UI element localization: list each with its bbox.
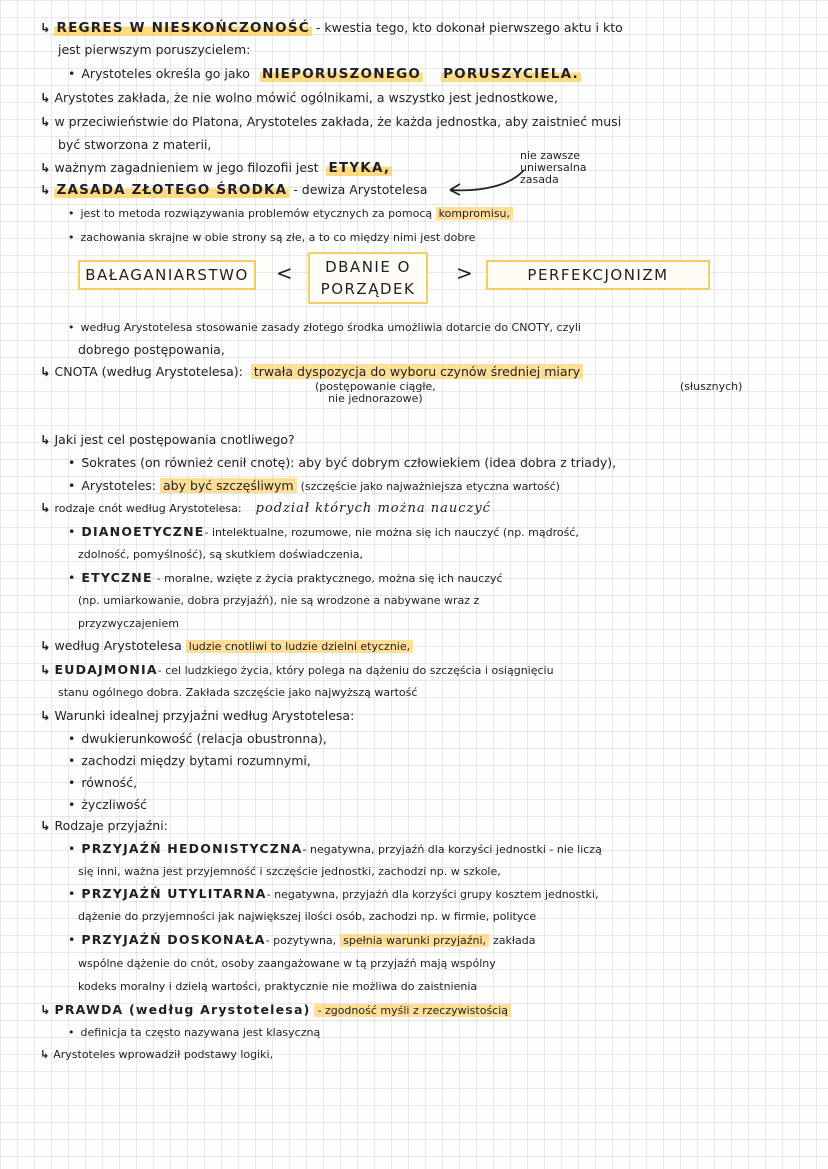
line-5 [40, 114, 621, 130]
arrow-bullet-icon: ↳ [40, 114, 51, 129]
line-21 [78, 547, 363, 563]
heading-zlotego-srodka: ZASADA ZŁOTEGO ŚRODKA [56, 182, 288, 198]
highlight-szczesliwym: aby być szczęśliwym [160, 478, 297, 493]
less-than-sign: < [276, 261, 293, 285]
side-note-universal: nie zawsze uniwersalna zasada [520, 149, 587, 186]
text: zdolność, pomyślność), są skutkiem doświadczenia, [78, 548, 364, 561]
line-28 [40, 708, 354, 724]
text: - pozytywna, [265, 934, 337, 947]
term-eudajmonia: EUDAJMONIA [54, 662, 158, 677]
dot-bullet-icon: • [68, 524, 76, 539]
line-22 [68, 570, 503, 587]
arrow-bullet-icon: ↳ [40, 662, 51, 677]
line-12 [78, 342, 225, 358]
line-31 [68, 775, 137, 791]
line-regres [40, 20, 623, 36]
line-19 [40, 500, 491, 517]
text: zachowania skrajne w obie strony są złe, a to co między nimi jest dobre [80, 231, 476, 244]
box-dbanie-o-porzadek: DBANIE O PORZĄDEK [308, 252, 428, 304]
handwritten-podzial: podział których można nauczyć [255, 501, 491, 516]
line-6 [58, 137, 211, 153]
text: - intelektualne, rozumowe, nie można się ich nauczyć (np. mądrość, [204, 526, 579, 539]
dot-bullet-icon: • [68, 231, 75, 244]
heading-cnota: CNOTA (według Arystotelesa): [54, 364, 243, 379]
text: dwukierunkowość (relacja obustronna), [81, 731, 327, 746]
line-10 [68, 230, 475, 246]
text: rodzaje cnót według Arystotelesa: [54, 502, 242, 515]
text: wspólne dążenie do cnót, osoby zaangażowane w tą przyjaźń mają wspólny [78, 957, 496, 970]
highlight-kompromisu: kompromisu, [436, 207, 513, 220]
line-17 [68, 455, 616, 471]
line-39 [78, 956, 496, 972]
line-23 [78, 593, 479, 609]
arrow-bullet-icon: ↳ [40, 432, 51, 447]
text: Jaki jest cel postępowania cnotliwego? [54, 432, 295, 447]
line-37 [78, 909, 536, 925]
text: Rodzaje przyjaźni: [54, 818, 168, 833]
text: Arystoteles wprowadził podstawy logiki, [53, 1048, 274, 1061]
arrow-bullet-icon: ↳ [40, 818, 51, 833]
text: być stworzona z materii, [58, 137, 212, 152]
line-35 [78, 864, 501, 880]
text: - negatywna, przyjaźń dla korzyści grupy kosztem jednostki, [266, 888, 599, 901]
box-perfekcjonizm: PERFEKCJONIZM [486, 260, 710, 290]
dot-bullet-icon: • [68, 1026, 75, 1039]
text: kodeks moralny i dzielą wartości, praktycznie nie możliwa do zaistnienia [78, 980, 478, 993]
line-40 [78, 979, 477, 995]
highlight-spelnia-warunki: spełnia warunki przyjaźni, [340, 934, 489, 947]
line-18 [68, 478, 560, 495]
text: według Arystotelesa stosowanie zasady złotego środka umożliwia dotarcie do CNOTY, czyli [80, 321, 581, 334]
term-nieporuszonego: NIEPORUSZONEGO [261, 66, 422, 82]
text: Arystotes zakłada, że nie wolno mówić ogólnikami, a wszystko jest jednostkowe, [54, 90, 558, 105]
term-doskonala: PRZYJAŹŃ DOSKONAŁA [81, 932, 266, 947]
line-9 [68, 206, 513, 222]
arrow-bullet-icon: ↳ [40, 364, 51, 379]
line-42 [68, 1025, 320, 1041]
heading-regres: REGRES W NIESKOŃCZONOŚĆ [56, 20, 310, 36]
arrow-bullet-icon: ↳ [40, 1048, 50, 1061]
dot-bullet-icon: • [68, 932, 76, 947]
note-postepowanie: (postępowanie ciągłe, nie jednorazowe) [315, 380, 436, 405]
text: Warunki idealnej przyjaźni według Arystotelesa: [54, 708, 355, 723]
line-2 [58, 42, 250, 58]
text: - kwestia tego, kto dokonał pierwszego aktu i kto [315, 20, 623, 35]
dot-bullet-icon: • [68, 886, 76, 901]
note-slusznych: (słusznych) [680, 380, 743, 393]
curved-arrow-icon [440, 162, 530, 198]
arrow-bullet-icon: ↳ [40, 160, 51, 175]
line-13 [40, 364, 583, 380]
line-34 [68, 841, 602, 858]
text: Arystoteles określa go jako [81, 66, 250, 81]
dot-bullet-icon: • [68, 455, 76, 470]
arrow-bullet-icon: ↳ [40, 20, 51, 35]
arrow-bullet-icon: ↳ [40, 182, 51, 197]
highlight-ludzie-cnotliwi: ludzie cnotliwi to ludzie dzielni etycznie, [186, 640, 413, 653]
text: w przeciwieństwie do Platona, Arystoteles zakłada, że każda jednostka, aby zaistnieć musi [54, 114, 622, 129]
line-33 [40, 818, 168, 834]
text: życzliwość [81, 797, 147, 812]
line-43 [40, 1047, 273, 1063]
dot-bullet-icon: • [68, 775, 76, 790]
text: się inni, ważna jest przyjemność i szczęście jednostki, zachodzi np. w szkole, [78, 865, 501, 878]
arrow-bullet-icon: ↳ [40, 708, 51, 723]
text: (np. umiarkowanie, dobra przyjaźń), nie są wrodzone a nabywane wraz z [78, 594, 480, 607]
arrow-bullet-icon: ↳ [40, 90, 51, 105]
text: zachodzi między bytami rozumnymi, [81, 753, 311, 768]
dot-bullet-icon: • [68, 207, 75, 220]
text: - negatywna, przyjaźń dla korzyści jednostki - nie liczą [302, 843, 602, 856]
line-16 [40, 432, 295, 448]
line-36 [68, 886, 598, 903]
text: Arystoteles: [81, 478, 157, 493]
line-41 [40, 1002, 511, 1019]
dot-bullet-icon: • [68, 570, 76, 585]
text: Sokrates (on również cenił cnotę): aby być dobrym człowiekiem (idea dobra z triady), [81, 455, 617, 470]
text: ważnym zagadnieniem w jego filozofii jest [54, 160, 319, 175]
term-prawda: PRAWDA (według Arystotelesa) [54, 1002, 311, 1017]
text: jest to metoda rozwiązywania problemów etycznych za pomocą [80, 207, 433, 220]
text: według Arystotelesa [54, 638, 182, 653]
dot-bullet-icon: • [68, 66, 76, 81]
text: zakłada [493, 934, 536, 947]
line-25 [40, 638, 413, 655]
dot-bullet-icon: • [68, 321, 75, 334]
arrow-bullet-icon: ↳ [40, 500, 51, 515]
term-etyka: ETYKA, [328, 160, 391, 176]
term-dianoetyczne: DIANOETYCZNE [81, 524, 205, 539]
text: dobrego postępowania, [78, 342, 225, 357]
text: jest pierwszym poruszycielem: [58, 42, 251, 57]
text: definicja ta często nazywana jest klasyczną [80, 1026, 321, 1039]
arrow-bullet-icon: ↳ [40, 638, 51, 653]
line-38 [68, 932, 536, 949]
line-7 [40, 160, 392, 176]
term-utylitarna: PRZYJAŹŃ UTYLITARNA [81, 886, 267, 901]
text: (szczęście jako najważniejsza etyczna wartość) [300, 480, 560, 493]
text: dążenie do przyjemności jak największej ilości osób, zachodzi np. w firmie, polityce [78, 910, 537, 923]
text: równość, [81, 775, 138, 790]
line-26 [40, 662, 554, 679]
line-27 [58, 685, 417, 701]
text: - dewiza Arystotelesa [293, 182, 428, 197]
line-11 [68, 320, 581, 336]
line-24 [78, 616, 179, 632]
text: stanu ogólnego dobra. Zakłada szczęście jako najwyższą wartość [58, 686, 418, 699]
line-3 [68, 66, 581, 82]
text: - moralne, wzięte z życia praktycznego, można się ich nauczyć [156, 572, 503, 585]
line-30 [68, 753, 311, 769]
line-32 [68, 797, 147, 813]
line-4 [40, 90, 558, 106]
dot-bullet-icon: • [68, 731, 76, 746]
term-poruszyciela: PORUSZYCIELA. [443, 66, 579, 82]
dot-bullet-icon: • [68, 797, 76, 812]
arrow-bullet-icon: ↳ [40, 1002, 51, 1017]
line-20 [68, 524, 579, 541]
line-29 [68, 731, 327, 747]
dot-bullet-icon: • [68, 753, 76, 768]
greater-than-sign: > [456, 261, 473, 285]
text: przyzwyczajeniem [78, 617, 179, 630]
highlight-cnota-definition: trwała dyspozycja do wyboru czynów średniej miary [251, 364, 583, 379]
text: - cel ludzkiego życia, który polega na dążeniu do szczęścia i osiągnięciu [157, 664, 554, 677]
box-balaganiarstwo: BAŁAGANIARSTWO [78, 260, 256, 290]
dot-bullet-icon: • [68, 478, 76, 493]
highlight-zgodnosc: - zgodność myśli z rzeczywistością [314, 1004, 511, 1017]
term-etyczne: ETYCZNE [81, 570, 153, 585]
dot-bullet-icon: • [68, 841, 76, 856]
term-hedonistyczna: PRZYJAŹŃ HEDONISTYCZNA [81, 841, 303, 856]
line-8 [40, 182, 427, 198]
